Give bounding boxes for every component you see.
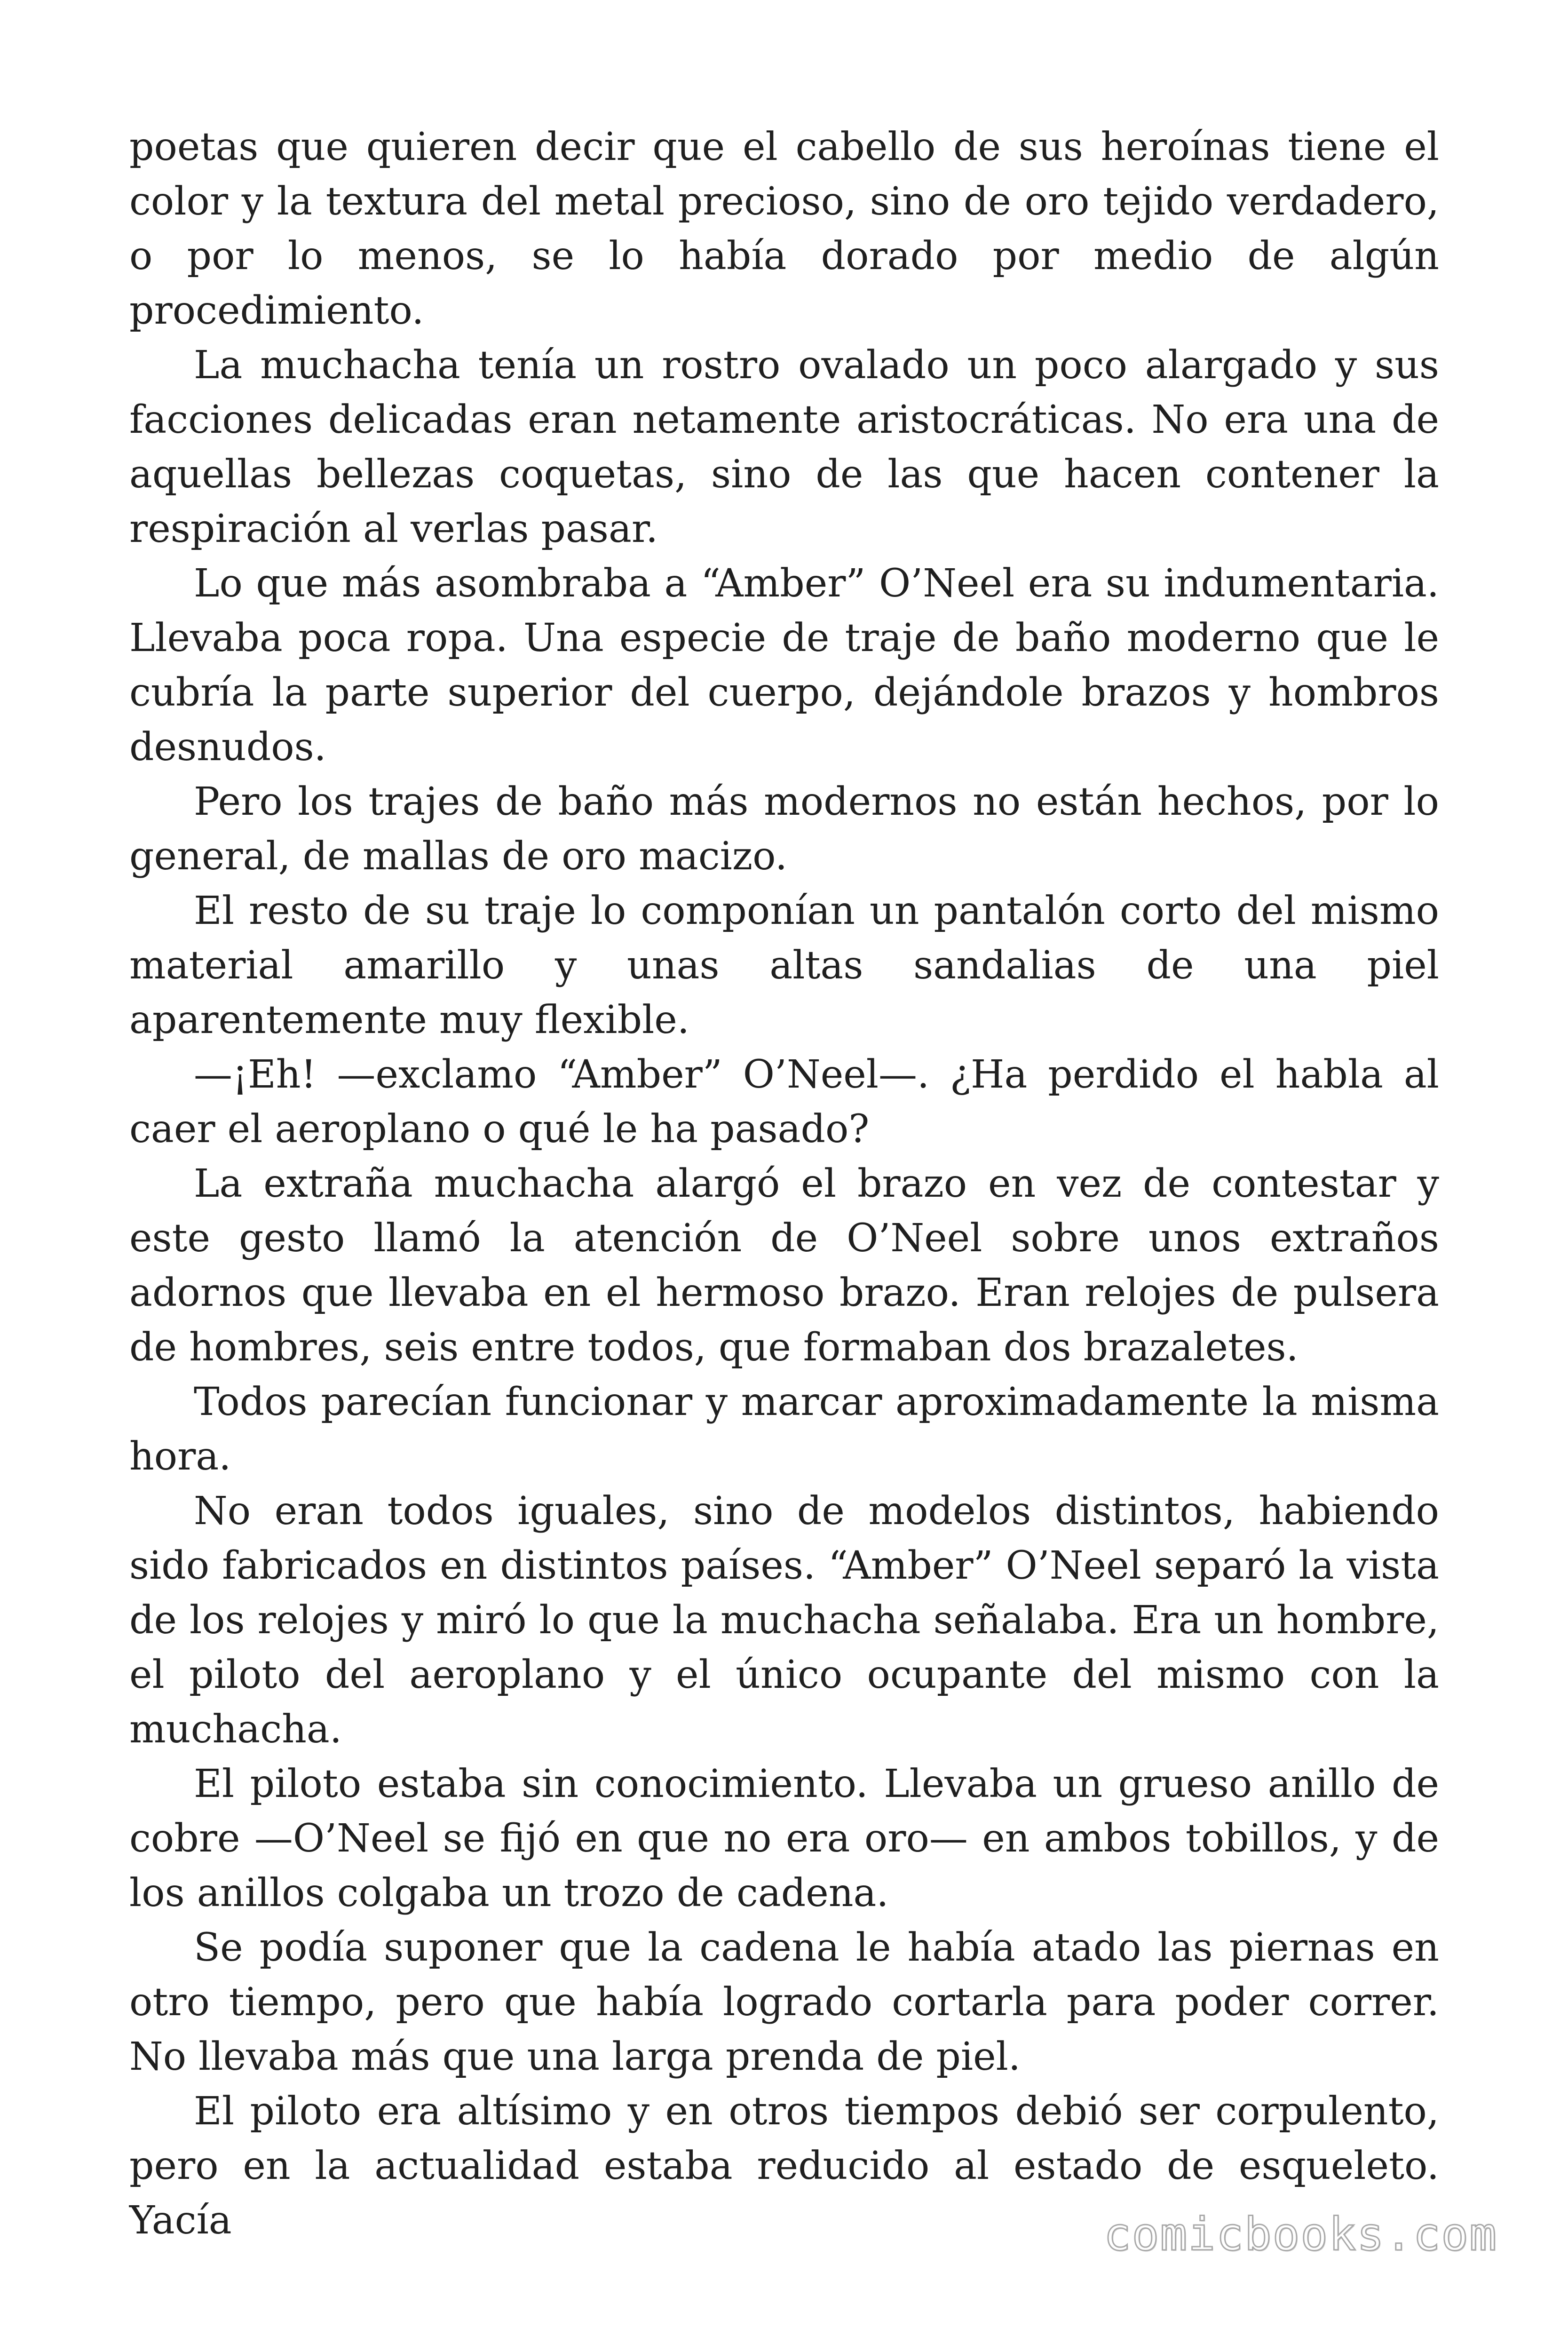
paragraph: El piloto estaba sin conocimiento. Llevaba un grueso anillo de cobre —O’Neel se fijó en que no era oro— en ambos tobillos, y de los anillos colgaba un trozo de cadena.: [129, 1762, 1439, 1915]
paragraph: El resto de su traje lo componían un pantalón corto del mismo material amarillo y unas altas sandalias de una piel aparentemente muy flexible.: [129, 889, 1439, 1042]
dialogue-paragraph: —¡Eh! —exclamo “Amber” O’Neel—. ¿Ha perdido el habla al caer el aeroplano o qué le ha pasado?: [129, 1052, 1439, 1152]
paragraph: La muchacha tenía un rostro ovalado un poco alargado y sus facciones delicadas eran netamente aristocráticas. No era una de aquellas bellezas coquetas, sino de las que hacen contener la respiración al verlas pasar.: [129, 343, 1439, 551]
paragraph: Todos parecían funcionar y marcar aproximadamente la misma hora.: [129, 1380, 1439, 1479]
paragraph-continuation: poetas que quieren decir que el cabello de sus heroínas tiene el color y la textura del metal precioso, sino de oro tejido verdadero, o por lo menos, se lo había dorado por medio de algún procedimiento.: [129, 125, 1439, 333]
paragraph-continues: El piloto era altísimo y en otros tiempos debió ser corpulento, pero en la actualidad estaba reducido al estado de esqueleto. Yacía: [129, 2089, 1439, 2243]
watermark-logo: comicbooks.com: [1103, 2208, 1497, 2261]
paragraph: La extraña muchacha alargó el brazo en vez de contestar y este gesto llamó la atención de O’Neel sobre unos extraños adornos que llevaba en el hermoso brazo. Eran relojes de pulsera de hombres, seis entre todos, que formaban dos brazaletes.: [129, 1161, 1439, 1370]
paragraph: Pero los trajes de baño más modernos no están hechos, por lo general, de mallas de oro macizo.: [129, 779, 1439, 879]
paragraph: No eran todos iguales, sino de modelos distintos, habiendo sido fabricados en distintos países. “Amber” O’Neel separó la vista de los relojes y miró lo que la muchacha señalaba. Era un hombre, el piloto del aeroplano y el único ocupante del mismo con la muchacha.: [129, 1489, 1439, 1752]
paragraph: Lo que más asombraba a “Amber” O’Neel era su indumentaria. Llevaba poca ropa. Una especie de traje de baño moderno que le cubría la parte superior del cuerpo, dejándole brazos y hombros desnudos.: [129, 561, 1439, 770]
paragraph: Se podía suponer que la cadena le había atado las piernas en otro tiempo, pero que había logrado cortarla para poder correr. No llevaba más que una larga prenda de piel.: [129, 1925, 1439, 2079]
body-text: [129, 120, 1439, 2248]
